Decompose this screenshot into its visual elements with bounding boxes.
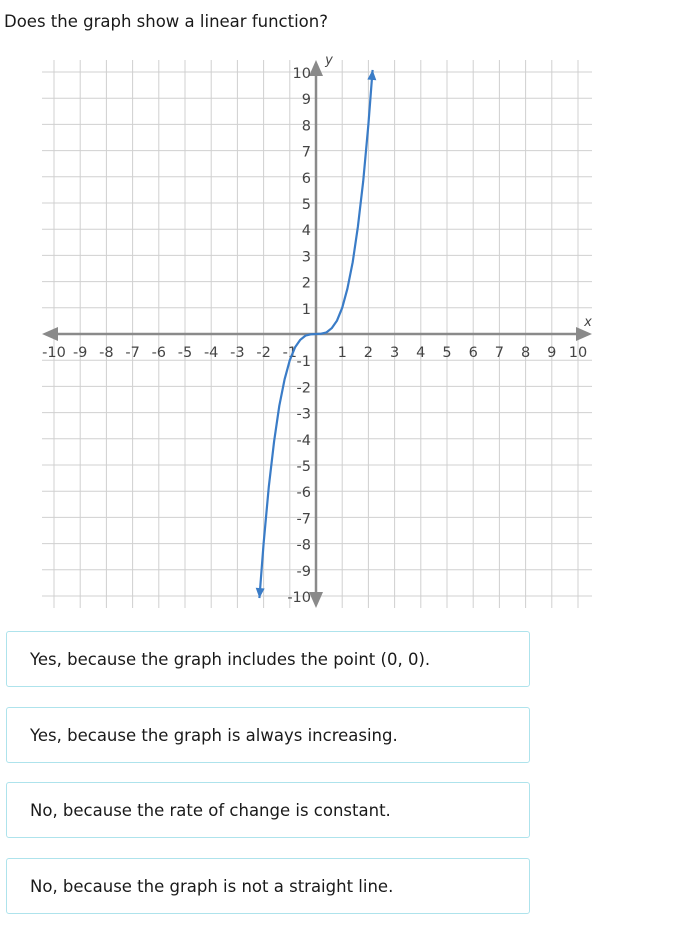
answer-choice-a[interactable]: Yes, because the graph includes the point (0, 0).	[6, 631, 530, 687]
y-tick-label: -7	[296, 511, 311, 528]
y-tick-label: -4	[296, 432, 311, 449]
x-tick-label: -2	[256, 345, 271, 361]
question-text: Does the graph show a linear function?	[4, 12, 328, 31]
x-tick-label: -4	[203, 345, 219, 361]
x-tick-label: 1	[337, 345, 347, 361]
x-tick-label: -3	[230, 345, 245, 361]
x-tick-label: 9	[547, 345, 557, 361]
y-tick-label: 8	[301, 118, 311, 135]
answer-choice-d[interactable]: No, because the graph is not a straight line.	[6, 858, 530, 914]
y-axis-label: y	[325, 53, 333, 68]
y-tick-label: 3	[301, 249, 311, 266]
y-tick-label: 10	[292, 66, 311, 82]
y-tick-label: 7	[301, 144, 311, 161]
x-axis-label: x	[584, 315, 592, 330]
x-tick-label: -6	[151, 345, 167, 361]
y-tick-label: -2	[296, 380, 311, 397]
y-tick-label: 2	[301, 275, 311, 292]
x-tick-label: -10	[42, 345, 66, 361]
x-tick-label: 8	[520, 345, 531, 361]
y-tick-label: 5	[301, 197, 311, 213]
y-axis-bottom-arrow	[309, 592, 323, 608]
y-tick-label: -8	[296, 537, 311, 554]
answer-choice-b[interactable]: Yes, because the graph is always increasing.	[6, 707, 530, 763]
x-tick-label: -5	[177, 345, 193, 361]
y-axis-top-arrow	[309, 60, 323, 76]
y-tick-label: 6	[301, 170, 311, 187]
x-tick-label: -1	[282, 345, 298, 361]
y-tick-label: -9	[296, 563, 311, 580]
x-axis-left-arrow	[42, 327, 58, 341]
x-tick-label: 4	[416, 345, 426, 361]
y-tick-label: -3	[296, 406, 311, 423]
y-tick-label: 1	[301, 301, 311, 318]
x-tick-label: 7	[494, 345, 505, 361]
y-tick-label: -1	[296, 354, 311, 371]
y-tick-label: 9	[301, 92, 311, 109]
x-tick-label: 2	[363, 345, 374, 361]
x-tick-label: -9	[72, 345, 88, 361]
x-tick-label: 6	[468, 345, 478, 361]
y-tick-label: -5	[296, 459, 311, 475]
x-tick-label: 10	[568, 345, 588, 361]
x-tick-label: 5	[442, 345, 452, 361]
x-tick-label: -7	[125, 345, 140, 361]
answer-choice-c[interactable]: No, because the rate of change is constant.	[6, 782, 530, 838]
x-tick-label: 3	[389, 345, 400, 361]
y-tick-label: -10	[287, 590, 311, 606]
y-tick-label: -6	[296, 485, 311, 502]
y-tick-label: 4	[301, 223, 311, 240]
x-tick-label: -8	[99, 345, 114, 361]
